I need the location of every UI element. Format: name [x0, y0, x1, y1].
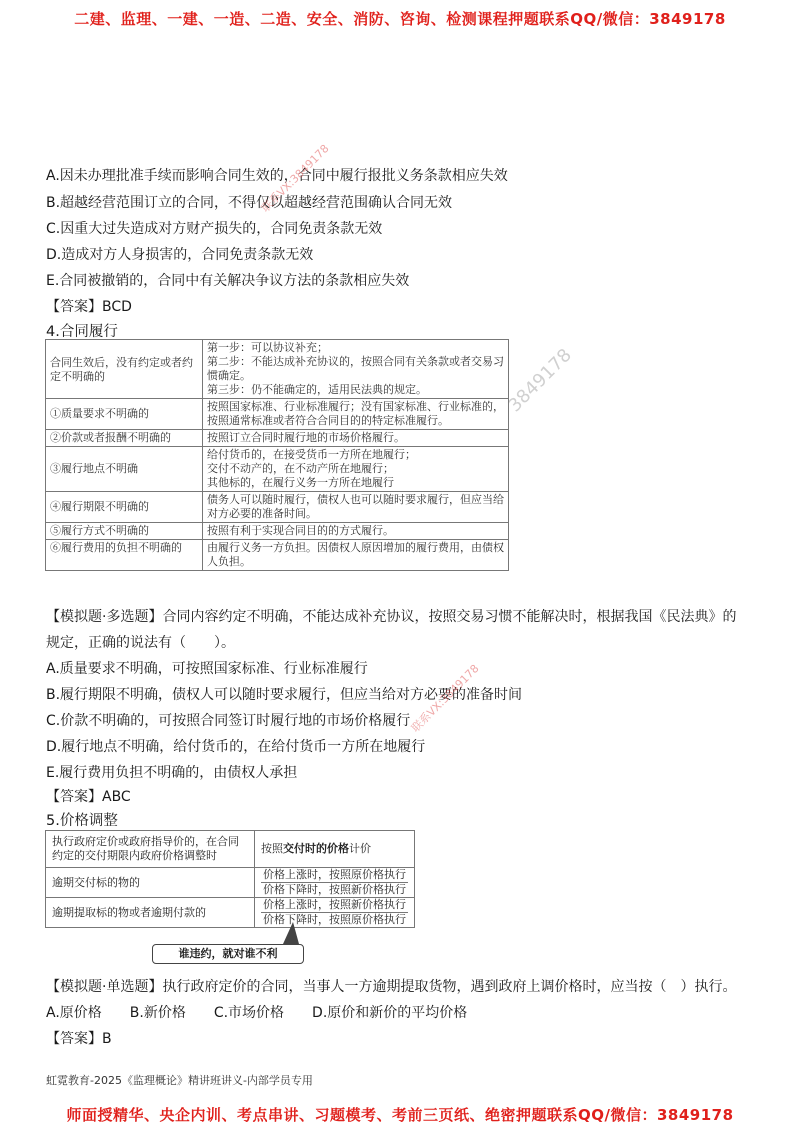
table-cell: ①质量要求不明确的 — [46, 399, 203, 430]
step-text: 第一步：可以协议补充； 第二步：不能达成补充协议的，按照合同有关条款或者交易习惯确定。 第三步：仍不能确定的，适用民法典的规定。 — [207, 341, 504, 396]
watermark-number: 3849178 — [504, 344, 576, 417]
table-row — [46, 399, 509, 430]
table-cell: 债务人可以随时履行，债权人也可以随时要求履行，但应当给对方必要的准备时间。 — [203, 492, 509, 523]
table-row — [46, 492, 509, 523]
option-a: A.质量要求不明确，可按照国家标准、行业标准履行 — [46, 661, 368, 677]
option-e: E.合同被撤销的，合同中有关解决争议方法的条款相应失效 — [46, 273, 410, 289]
table-cell: ⑤履行方式不明确的 — [46, 523, 203, 540]
callout-pointer — [283, 922, 299, 944]
cell-line: 价格下降时，按照原价格执行 — [263, 913, 406, 926]
header-banner: 二建、监理、一建、一造、二造、安全、消防、咨询、检测课程押题联系QQ/微信：3849178 — [74, 10, 726, 28]
table-row — [46, 540, 509, 571]
place-text: 给付货币的，在接受货币一方所在地履行； 交付不动产的，在不动产所在地履行； 其他标的，在履行义务一方所在地履行 — [207, 448, 416, 489]
page-footer: 虹霓教育-2025《监理概论》精讲班讲义-内部学员专用 — [46, 1074, 313, 1087]
cell-line: 价格下降时，按照新价格执行 — [263, 883, 406, 896]
table-cell: ④履行期限不明确的 — [46, 492, 203, 523]
answer: 【答案】B — [46, 1031, 112, 1047]
question-stem-cont: 规定，正确的说法有（ ）。 — [46, 635, 235, 651]
option-c: C.价款不明确的，可按照合同签订时履行地的市场价格履行 — [46, 713, 411, 729]
option-a: A.因未办理批准手续而影响合同生效的，合同中履行报批义务条款相应失效 — [46, 168, 508, 184]
table-cell — [203, 447, 509, 492]
question-stem: 【模拟题·多选题】合同内容约定不明确，不能达成补充协议，按照交易习惯不能解决时，根据我国《民法典》的 — [46, 609, 737, 625]
table-row — [46, 523, 509, 540]
option-list: A.原价格 B.新价格 C.市场价格 D.原价和新价的平均价格 — [46, 1005, 468, 1021]
table-cell — [255, 898, 415, 928]
table-cell: 合同生效后，没有约定或者约定不明确的 — [46, 340, 203, 399]
watermark: 联系VX:3849178 — [258, 142, 332, 215]
cell-bold-text: 交付时的价格 — [283, 842, 349, 855]
table-cell: 由履行义务一方负担。因债权人原因增加的履行费用，由债权人负担。 — [203, 540, 509, 571]
table-row — [46, 430, 509, 447]
table-cell — [255, 868, 415, 898]
option-b: B.履行期限不明确，债权人可以随时要求履行，但应当给对方必要的准备时间 — [46, 687, 523, 703]
question-stem: 【模拟题·单选题】执行政府定价的合同，当事人一方逾期提取货物，遇到政府上调价格时，应当按（ ）执行。 — [46, 979, 737, 995]
table-cell: ②价款或者报酬不明确的 — [46, 430, 203, 447]
watermark: 联系VX:3849178 — [408, 662, 482, 735]
cell-text: 按照 — [261, 842, 283, 855]
section-title: 5.价格调整 — [46, 813, 118, 829]
table-row — [46, 898, 415, 928]
table-row — [46, 340, 509, 399]
answer: 【答案】BCD — [46, 299, 132, 315]
table-cell: 按照订立合同时履行地的市场价格履行。 — [203, 430, 509, 447]
option-d: D.造成对方人身损害的，合同免责条款无效 — [46, 247, 314, 263]
callout-note: 谁违约，就对谁不利 — [152, 944, 304, 964]
price-adjustment-table — [45, 830, 415, 928]
table-cell: 逾期提取标的物或者逾期付款的 — [46, 898, 255, 928]
answer: 【答案】ABC — [46, 789, 131, 805]
table-cell: 按照国家标准、行业标准履行；没有国家标准、行业标准的，按照通常标准或者符合合同目的的特定标准履行。 — [203, 399, 509, 430]
option-c: C.因重大过失造成对方财产损失的，合同免责条款无效 — [46, 221, 383, 237]
option-d: D.履行地点不明确，给付货币的，在给付货币一方所在地履行 — [46, 739, 426, 755]
table-cell: ⑥履行费用的负担不明确的 — [46, 540, 203, 571]
footer-banner: 师面授精华、央企内训、考点串讲、习题模考、考前三页纸、绝密押题联系QQ/微信：3849178 — [66, 1106, 734, 1124]
section-title: 4.合同履行 — [46, 324, 118, 340]
table-cell — [203, 340, 509, 399]
table-cell: ③履行地点不明确 — [46, 447, 203, 492]
table-row — [46, 868, 415, 898]
cell-line: 价格上涨时，按照新价格执行 — [263, 898, 406, 911]
cell-text: 计价 — [349, 842, 371, 855]
contract-performance-table — [45, 339, 509, 571]
table-cell: 执行政府定价或政府指导价的，在合同约定的交付期限内政府价格调整时 — [46, 831, 255, 868]
table-cell — [255, 831, 415, 868]
table-row — [46, 831, 415, 868]
cell-line: 价格上涨时，按照原价格执行 — [263, 868, 406, 881]
table-cell: 逾期交付标的物的 — [46, 868, 255, 898]
option-e: E.履行费用负担不明确的，由债权人承担 — [46, 765, 298, 781]
table-cell: 按照有利于实现合同目的的方式履行。 — [203, 523, 509, 540]
table-row — [46, 447, 509, 492]
option-b: B.超越经营范围订立的合同，不得仅以超越经营范围确认合同无效 — [46, 195, 453, 211]
